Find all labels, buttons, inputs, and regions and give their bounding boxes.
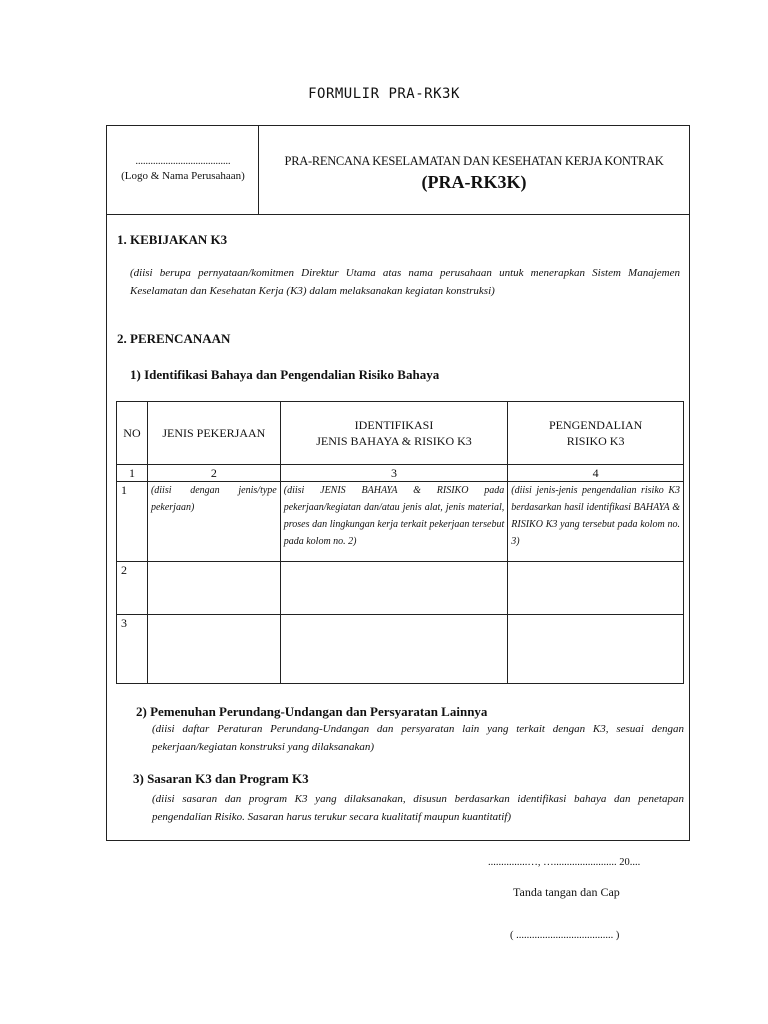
subsection-3-heading: 3) Sasaran K3 dan Program K3 — [133, 771, 309, 786]
form-title: FORMULIR PRA-RK3K — [308, 86, 460, 102]
table-header-row — [117, 402, 684, 465]
plan-title: PRA-RENCANA KESELAMATAN DAN KESEHATAN KERJA KONTRAK — [284, 154, 664, 168]
row-identifikasi[interactable]: (diisi JENIS BAHAYA & RISIKO pada pekerjaan/kegiatan dan/atau jenis alat, jenis material, proses dan lingkungan kerja terkait pekerjaan tersebut pada kolom no. 2) — [280, 482, 508, 562]
row-no: 1 — [117, 482, 148, 562]
row-pengendalian[interactable]: (diisi jenis-jenis pengendalian risiko K3 berdasarkan hasil identifikasi BAHAYA & RISIKO K3 yang tersebut pada kolom no. 3) — [508, 482, 684, 562]
column-number: 3 — [280, 465, 508, 482]
row-jenis[interactable] — [147, 615, 280, 684]
subsection-2-heading: 2) Pemenuhan Perundang-Undangan dan Persyaratan Lainnya — [136, 704, 488, 719]
hazard-table — [116, 401, 684, 684]
logo-cell — [107, 126, 259, 214]
header-identifikasi-line1: IDENTIFIKASI — [354, 418, 434, 432]
row-pengendalian[interactable] — [508, 562, 684, 615]
table-row — [117, 482, 684, 562]
signature-name-line: ( ..................................... ) — [510, 930, 620, 941]
row-no: 2 — [117, 562, 148, 615]
form-header — [107, 126, 689, 215]
logo-placeholder-dots: ...................................... — [135, 156, 231, 167]
column-number: 4 — [508, 465, 684, 482]
header-pengendalian — [508, 402, 684, 465]
row-pengendalian[interactable] — [508, 615, 684, 684]
row-identifikasi[interactable] — [280, 562, 508, 615]
logo-placeholder-label: (Logo & Nama Perusahaan) — [121, 170, 245, 182]
column-number-row — [117, 465, 684, 482]
table-row — [117, 562, 684, 615]
signature-label: Tanda tangan dan Cap — [513, 885, 620, 899]
row-identifikasi[interactable] — [280, 615, 508, 684]
header-identifikasi — [280, 402, 508, 465]
section-1-note: (diisi berupa pernyataan/komitmen Direktur Utama atas nama perusahaan untuk menerapkan Sistem Manajemen Keselamatan dan Kesehatan Kerja (K3) dalam melaksanakan kegiatan konstruksi) — [130, 267, 680, 297]
header-pengendalian-line2: RISIKO K3 — [566, 434, 625, 448]
section-1-heading: 1. KEBIJAKAN K3 — [117, 232, 228, 247]
header-identifikasi-line2: JENIS BAHAYA & RISIKO K3 — [316, 434, 472, 448]
section-2-heading: 2. PERENCANAAN — [117, 331, 231, 346]
plan-subtitle: (PRA-RK3K) — [421, 172, 527, 192]
column-number: 1 — [117, 465, 148, 482]
header-jenis: JENIS PEKERJAAN — [147, 402, 280, 465]
subsection-2-note: (diisi daftar Peraturan Perundang-Undangan dan persyaratan lain yang terkait dengan K3, sesuai dengan pekerjaan/kegiatan konstruksi yang dilaksanakan) — [152, 723, 684, 753]
plan-title-cell — [259, 126, 689, 214]
header-no: NO — [117, 402, 148, 465]
table-row — [117, 615, 684, 684]
row-jenis[interactable]: (diisi dengan jenis/type pekerjaan) — [147, 482, 280, 562]
column-number: 2 — [147, 465, 280, 482]
subsection-1-heading: 1) Identifikasi Bahaya dan Pengendalian Risiko Bahaya — [130, 367, 440, 382]
subsection-3-note: (diisi sasaran dan program K3 yang dilaksanakan, disusun berdasarkan identifikasi bahaya dan penetapan pengendalian Risiko. Sasaran harus terukur secara kualitatif maupun kuantitatif) — [152, 793, 684, 823]
header-pengendalian-line1: PENGENDALIAN — [548, 418, 643, 432]
row-jenis[interactable] — [147, 562, 280, 615]
row-no: 3 — [117, 615, 148, 684]
signature-date-line: ...............…, …........................ 20.... — [488, 857, 641, 868]
